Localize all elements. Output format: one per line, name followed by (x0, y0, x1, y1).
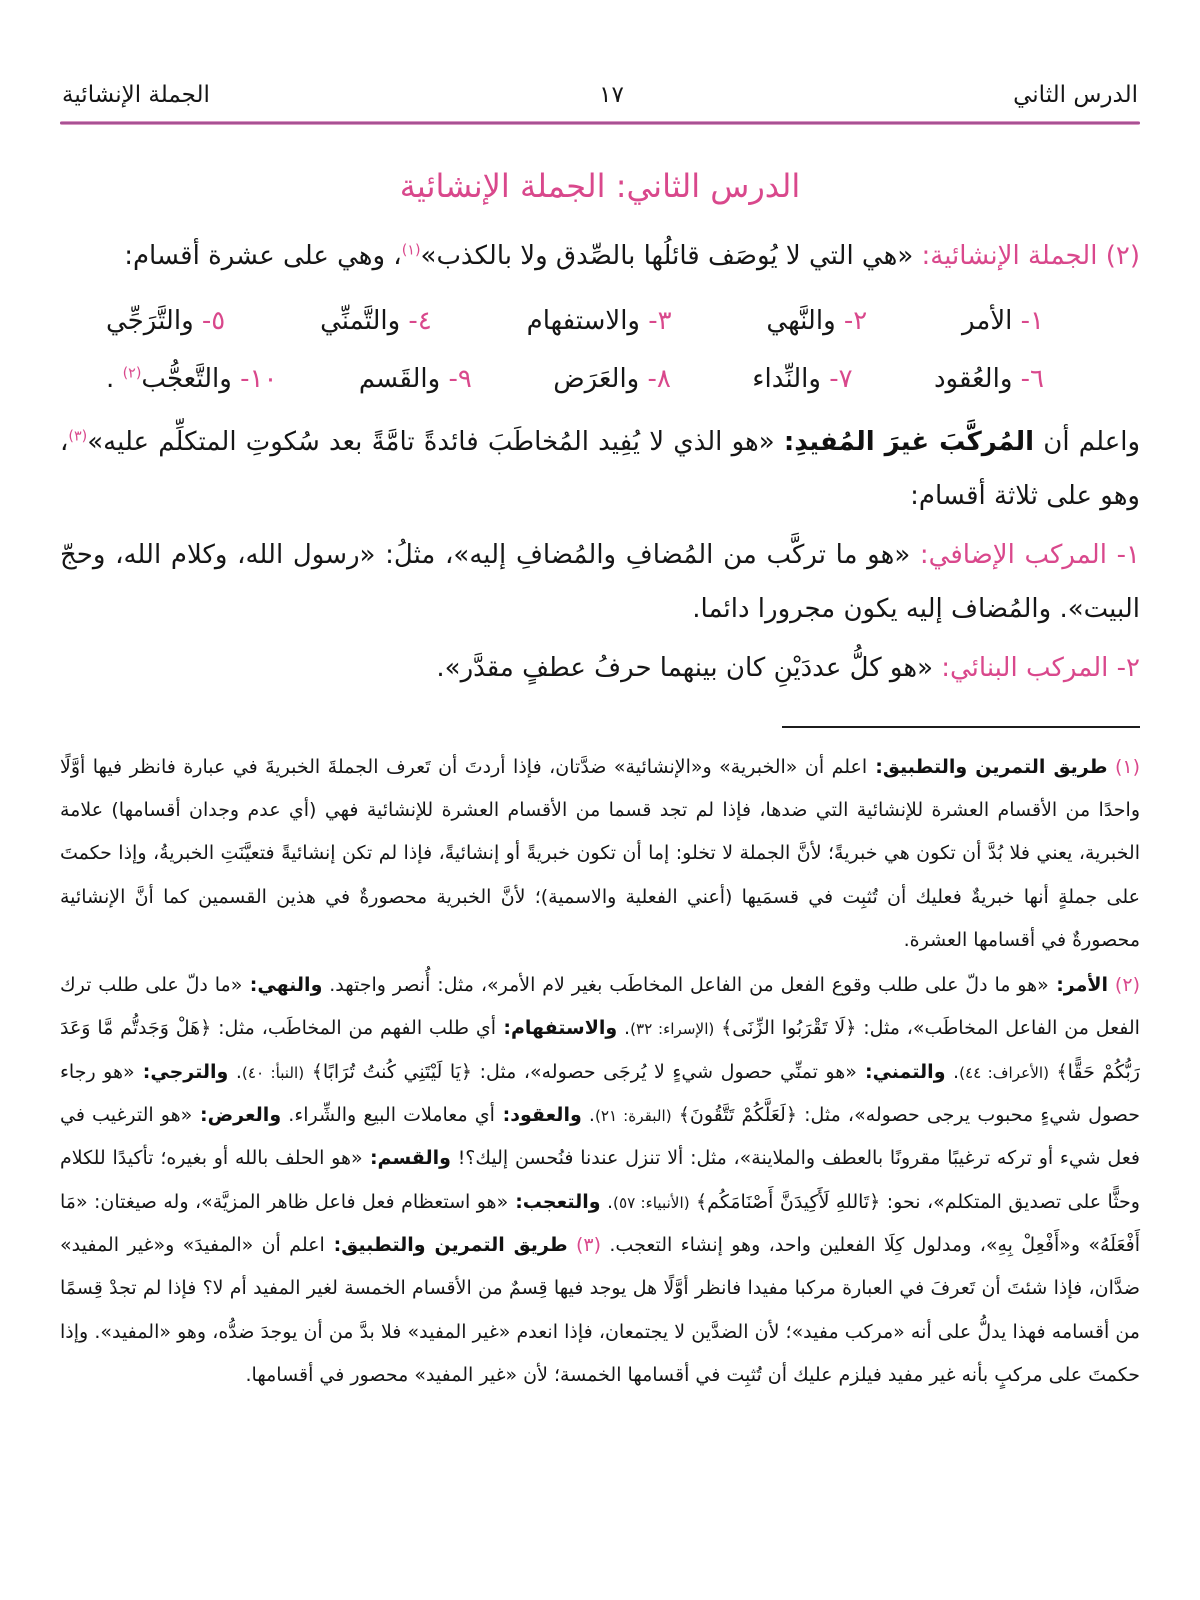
footnote-segment-src: (النبأ: ٤٠) (241, 1063, 305, 1082)
murakkab-paragraph (60, 415, 1140, 524)
list-item (106, 350, 277, 409)
list-item-number: ١- (1012, 305, 1044, 336)
footnote-segment-normal: اعلم أن «المفيدَ» و«غير المفيد» ضدَّان، فإذا شئتَ أن تَعرفَ في العبارة مركبا مفيدا فانظر أوَّلًا هل يوجد فيها قِسمٌ من الأقسام الخمسة لغير المفيد أم لا؟ فإذا لم تجدْ قِسمًا من أقسامه فهذا يدلُّ على أنه «مركب مفيد»؛ لأن الضدَّين لا يجتمعان، فإذا انعدم «غير المفيد» فلا بدَّ من أن يوجدَ ضدُّه، وهو «المفيد». وإذا حكمتَ على مركبٍ بأنه غير مفيد فيلزم عليك أن تُثبِت في أقسامها الخمسة؛ لأن «غير المفيد» محصور في أقسامها. (60, 1234, 1140, 1386)
footnote-segment-quran: ﴿تَاللهِ لَأَكِيدَنَّ أَصْنَامَكُم﴾ (689, 1190, 881, 1213)
list-item (359, 350, 472, 409)
list-item (962, 292, 1044, 351)
footnote-segment-bold: والنهي: (242, 974, 323, 997)
footnote-segment-src: (الأنبياء: ٥٧) (613, 1193, 690, 1212)
page-header (60, 82, 1140, 108)
footnote-ref-2: (٢) (122, 365, 142, 382)
lesson-title: الدرس الثاني: الجملة الإنشائية (399, 167, 801, 205)
list-row-1 (106, 292, 1044, 351)
list-item-number: ٦- (1012, 364, 1044, 395)
footnote-segment-quran: ﴿لَا تَقْرَبُوا الزِّنَى﴾ (714, 1017, 857, 1040)
footnote-segment-ref: (١) (1107, 755, 1141, 778)
footnote-segment-bold: والقسم: (362, 1147, 451, 1170)
type-idafi-paragraph (60, 528, 1140, 637)
footnote-segment-bold: والعقود: (494, 1104, 582, 1127)
list-item-number: ٢- (835, 305, 868, 336)
list-item-label: والنَّهي (766, 305, 836, 336)
list-item-number: ١٠- (231, 364, 278, 395)
type-binai-lead: ٢- المركب البنائي: (932, 652, 1140, 683)
footnote-segment-ref: (٢) (1108, 974, 1140, 997)
list-item-label: والعُقود (933, 364, 1013, 395)
footnote-segment-ref: (٣) (567, 1234, 602, 1256)
list-item (934, 350, 1044, 409)
type-idafi-body: «هو ما تركَّب من المُضافِ والمُضافِ إليه»، مثلُ: «رسول الله، وكلام الله، وحجّ البيت». والمُضاف إليه يكون مجرورا دائما. (60, 539, 1140, 625)
footnote-segment-bold: والترجي: (134, 1060, 229, 1083)
list-item (553, 350, 671, 409)
type-idafi-lead: ١- المركب الإضافي: (910, 539, 1140, 570)
footnote-segment-quran: ﴿هَلْ وَجَدتُّم مَّا وَعَدَ رَبُّكُمْ حَقًّا﴾ (60, 1017, 1140, 1083)
murakkab-pre: واعلم أن (1034, 426, 1140, 457)
list-item-label: والقَسم (358, 364, 441, 395)
footnote-segment-normal: «هو الحلف بالله أو بغيره؛ تأكيدًا للكلام وحثًّا على تصديق المتكلم»، نحو: (60, 1147, 1140, 1213)
intro-definition: «هي التي لا يُوصَف قائلُها بالصِّدق ولا بالكذب» (420, 241, 914, 271)
footnote-segment-quran: ﴿لَعَلَّكُمْ تَتَّقُونَ﴾ (671, 1104, 797, 1127)
footnote-separator (782, 726, 1140, 728)
list-item (320, 292, 432, 351)
list-item (106, 292, 225, 351)
footnote-segment-normal: «ما دلّ على طلب ترك الفعل من الفاعل المخاطَب»، مثل: (60, 974, 1140, 1040)
intro-paragraph (60, 229, 1140, 284)
footnote-segment-bold: والتعجب: (508, 1190, 601, 1213)
footnote-segment-normal: «هو استعظام فعل فاعل ظاهر المزيَّة»، وله صيغتان: «مَا أَفْعَلَهُ» و«أَفْعِلْ بِهِ»، ومدلول كِلَا الفعلين واحد، وهو إنشاء التعجب. (60, 1190, 1140, 1256)
footnote-paragraph (60, 964, 1140, 1397)
list-item-label: والتَّرَجِّي (106, 305, 194, 336)
list-item-number: ٣- (640, 305, 672, 336)
footnote-segment-normal: . (581, 1104, 595, 1127)
murakkab-definition: «هو الذي لا يُفِيد المُخاطَبَ فائدةً تامَّةً بعد سُكوتِ المتكلِّم عليه» (87, 426, 784, 457)
footnote-segment-normal: «هو ما دلّ على طلب وقوع الفعل من الفاعل المخاطَب بغير لام الأمر»، مثل: أُنصر واجتهد. (322, 974, 1049, 997)
list-item-label: والتَّمنِّي (320, 305, 401, 336)
footnote-segment-normal: . (617, 1017, 631, 1040)
footnote-segment-normal: اعلم أن «الخبرية» و«الإنشائية» ضدَّتان، فإذا أردتَ أن تَعرف الجملةَ الخبريةَ في عبارة فانظر فيها أوَّلًا واحدًا من الأقسام العشرة للإنشائية التي ضدها، فإذا لم تجد قسما من الأقسام العشرة للإنشائية فهي (أي عدم وجدان أقسامها) علامة الخبرية، يعني فلا بُدَّ أن تكون هي خبريةً؛ لأنَّ الجملة لا تخلو: إما أن تكون خبريةً أو إنشائيةً، فإذا لم تكن إنشائيةً فتعيَّنَتِ الخبريةُ، وإذا حكمتَ على جملةٍ أنها خبريةٌ فعليك أن تُثبِت في قسمَيها (أعني الفعلية والاسمية)؛ لأنَّ الخبرية محصورةٌ في هذين القسمين كما أنَّ الإنشائية محصورةٌ في أقسامها العشرة. (60, 755, 1140, 951)
footnote-ref-1: (١) (401, 242, 421, 259)
footnote-segment-normal: . (600, 1190, 614, 1213)
footnote-segment-normal: . (228, 1060, 242, 1083)
intro-tail: ، وهي على عشرة أقسام: (124, 241, 402, 271)
list-item-number: ٤- (400, 305, 432, 336)
footnote-segment-src: (الإسراء: ٣٢) (630, 1020, 715, 1039)
footnote-segment-src: (الأعراف: ٤٤) (959, 1063, 1049, 1082)
footnote-segment-normal: أي طلب الفهم من المخاطَب، مثل: (211, 1017, 496, 1040)
footnotes-section (60, 746, 1140, 1398)
list-item-number: ٧- (820, 364, 853, 395)
list-item-label: والاستفهام (526, 305, 640, 336)
footnote-segment-bold: والتمني: (856, 1060, 946, 1083)
footnote-segment-normal: «هو الترغيب في فعل شيء أو تركه ترغيبًا مقرونًا بالعطف والملاينة»، مثل: ألا تنزل عندنا فنُحسن إليك؟! (60, 1104, 1141, 1170)
list-item-label: الأمر (962, 305, 1013, 336)
list-item-label: والعَرَض (553, 364, 640, 395)
footnote-paragraph (60, 746, 1140, 963)
footnote-segment-quran: ﴿يَا لَيْتَنِي كُنتُ تُرَابًا﴾ (304, 1060, 473, 1083)
type-binai-body: «هو كلُّ عددَيْنِ كان بينهما حرفُ عطفٍ مقدَّر». (436, 652, 933, 683)
footnote-segment-normal: «هو تمنِّي حصول شيءٍ لا يُرجَى حصوله»، مثل: (472, 1060, 857, 1083)
footnote-segment-bold: والعرض: (192, 1104, 282, 1127)
sections-list (60, 288, 1140, 415)
header-lesson-label: الدرس الثاني (1013, 82, 1138, 108)
footnote-segment-bold: الأمر: (1048, 974, 1109, 997)
header-rule (60, 121, 1140, 125)
footnote-segment-bold: طريق التمرين والتطبيق: (324, 1234, 568, 1256)
footnote-segment-normal: «هو رجاء حصول شيءٍ محبوب يرجى حصوله»، مثل: (60, 1060, 1140, 1127)
murakkab-term: المُركَّبَ غيرَ المُفيدِ: (783, 426, 1035, 457)
header-chapter-label: الجملة الإنشائية (62, 82, 210, 108)
page-number: ١٧ (599, 82, 624, 108)
footnote-segment-normal: . (945, 1060, 960, 1083)
list-row-2 (106, 350, 1044, 409)
list-item-label: والنِّداء (752, 364, 821, 395)
list-item-number: ٥- (193, 305, 226, 336)
footnote-segment-src: (البقرة: ٢١) (594, 1107, 672, 1126)
list-item (766, 292, 867, 351)
footnote-segment-normal: أي معاملات البيع والشِّراء. (281, 1104, 495, 1127)
footnote-ref-3: (٣) (68, 427, 88, 444)
list-item (752, 350, 852, 409)
intro-lead: (٢) الجملة الإنشائية: (913, 241, 1140, 271)
list-item-suffix: . (106, 364, 123, 395)
murakkab-tail: ، وهو على ثلاثة أقسام: (60, 426, 1140, 512)
type-binai-paragraph (60, 641, 1140, 696)
list-item-label: والتَّعجُّب (141, 364, 232, 395)
list-item (527, 292, 672, 351)
footnote-segment-bold: طريق التمرين والتطبيق: (867, 755, 1108, 778)
list-item-number: ٨- (639, 364, 671, 395)
list-item-number: ٩- (440, 364, 472, 395)
footnote-segment-bold: والاستفهام: (495, 1017, 618, 1040)
